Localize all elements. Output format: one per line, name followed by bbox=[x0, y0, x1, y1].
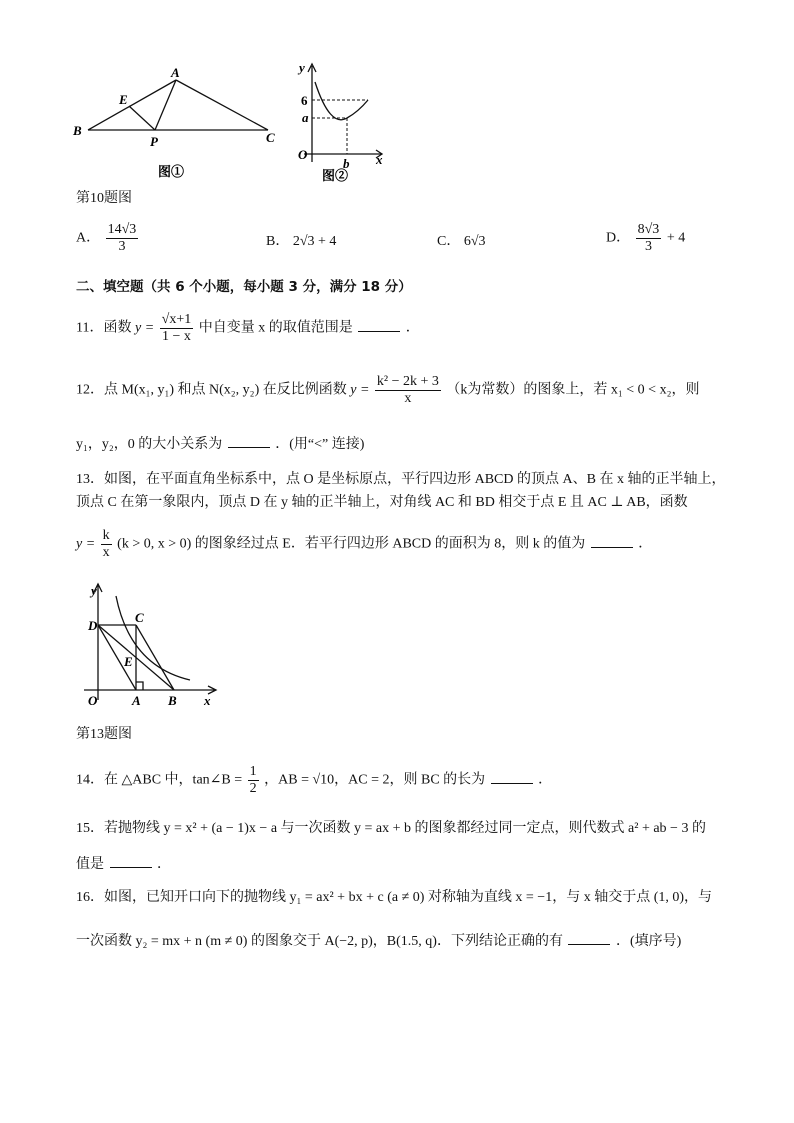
question-14: 14．在 △ABC 中，tan∠B = $\frac{1}{2}$ ，AB = √10，AC = 2，则 BC 的长为 ． bbox=[76, 764, 553, 796]
option-D[interactable]: D． $\frac{8√3}{3}$ + 4 bbox=[606, 222, 686, 254]
fig13-E: E bbox=[124, 654, 133, 669]
fig13-O: O bbox=[88, 693, 98, 708]
question-16-line-2: 一次函数 y₂ = mx + n (m ≠ 0) 的图象交于 A(−2, p)，B(1.5, q)．下列结论正确的有 ．(填序号) bbox=[76, 934, 682, 949]
q14-fraction: $\frac{1}{2}$ bbox=[249, 764, 257, 796]
question-15-line-2: 值是 ． bbox=[76, 857, 171, 872]
label-P: P bbox=[150, 134, 158, 149]
question-12-line-1: 12．点 M(x₁, y₁) 和点 N(x₂, y₂) 在反比例函数 y = $\frac{\text{k² − 2k + 3}}{x}$ （k为常数）的图象上，若 x₁ < 0 < x₂，则 bbox=[76, 374, 700, 406]
option-A[interactable]: A． $\frac{14√3}{3}$ bbox=[76, 222, 137, 254]
q11-fraction: $\frac{√x+1}{1 - x}$ bbox=[161, 312, 192, 344]
label-A: A bbox=[171, 65, 180, 80]
question-13-line-1: 13．如图，在平面直角坐标系中，点 O 是坐标原点，平行四边形 ABCD 的顶点 A、B 在 x 轴的正半轴上， bbox=[76, 472, 726, 487]
option-D-fraction: $\frac{8√3}{3}$ bbox=[637, 222, 660, 254]
answer-blank-13[interactable] bbox=[591, 535, 633, 548]
fig13-D: D bbox=[88, 618, 98, 633]
answer-blank-14[interactable] bbox=[491, 771, 533, 784]
question-12-line-2: y₁，y₂，0 的大小关系为 ．(用“<” 连接) bbox=[76, 437, 365, 452]
label-C: C bbox=[266, 130, 275, 145]
axis-x-label: x bbox=[376, 152, 383, 167]
figure-13 bbox=[78, 582, 228, 712]
q13-fraction: $\frac{k}{x}$ bbox=[102, 528, 110, 560]
figure-10-1 bbox=[70, 62, 290, 182]
question-13-line-2: 顶点 C 在第一象限内，顶点 D 在 y 轴的正半轴上，对角线 AC 和 BD 相交于点 E 且 AC ⊥ AB，函数 bbox=[76, 495, 688, 510]
answer-blank-16[interactable] bbox=[568, 932, 610, 945]
answer-blank-11[interactable] bbox=[358, 319, 400, 332]
option-C[interactable]: C． 6√3 bbox=[437, 234, 486, 249]
answer-blank-15[interactable] bbox=[110, 855, 152, 868]
fig13-B: B bbox=[168, 693, 177, 708]
caption-fig1: 图① bbox=[158, 164, 185, 179]
tick-a: a bbox=[302, 110, 309, 125]
label-E: E bbox=[119, 92, 128, 107]
option-B[interactable]: B． 2√3 + 4 bbox=[266, 234, 337, 249]
question-15-line-1: 15．若抛物线 y = x² + (a − 1)x − a 与一次函数 y = ax + b 的图象都经过同一定点，则代数式 a² + ab − 3 的 bbox=[76, 821, 706, 836]
figure-13-title: 第13题图 bbox=[76, 727, 132, 742]
fig13-y-label: y bbox=[91, 583, 97, 598]
figure-10-title: 第10题图 bbox=[76, 191, 132, 206]
fig13-C: C bbox=[135, 610, 144, 625]
question-16-line-1: 16．如图，已知开口向下的抛物线 y₁ = ax² + bx + c (a ≠ 0) 对称轴为直线 x = −1，与 x 轴交于点 (1, 0)，与 bbox=[76, 890, 713, 905]
question-13-line-3: y = $\frac{k}{x}$ (k > 0, x > 0) 的图象经过点 E．若平行四边形 ABCD 的面积为 8，则 k 的值为 ． bbox=[76, 528, 653, 560]
figure-10-2 bbox=[290, 58, 390, 184]
section-2-heading: 二、填空题（共 6 个小题，每小题 3 分，满分 18 分） bbox=[76, 279, 412, 295]
caption-fig2: 图② bbox=[322, 168, 349, 183]
tick-six: 6 bbox=[301, 93, 308, 108]
fig13-x-label: x bbox=[204, 693, 211, 708]
axis-y-label: y bbox=[299, 60, 305, 75]
tick-b: b bbox=[343, 156, 350, 171]
question-11: 11．函数 y = $\frac{√x+1}{1 - x}$ 中自变量 x 的取值范围是 ． bbox=[76, 312, 420, 344]
label-B: B bbox=[73, 123, 82, 138]
origin-O: O bbox=[298, 147, 308, 162]
option-A-fraction: $\frac{14√3}{3}$ bbox=[107, 222, 137, 254]
answer-blank-12[interactable] bbox=[228, 435, 270, 448]
q12-fraction: $\frac{\text{k² − 2k + 3}}{x}$ bbox=[376, 374, 439, 406]
fig13-A: A bbox=[132, 693, 141, 708]
